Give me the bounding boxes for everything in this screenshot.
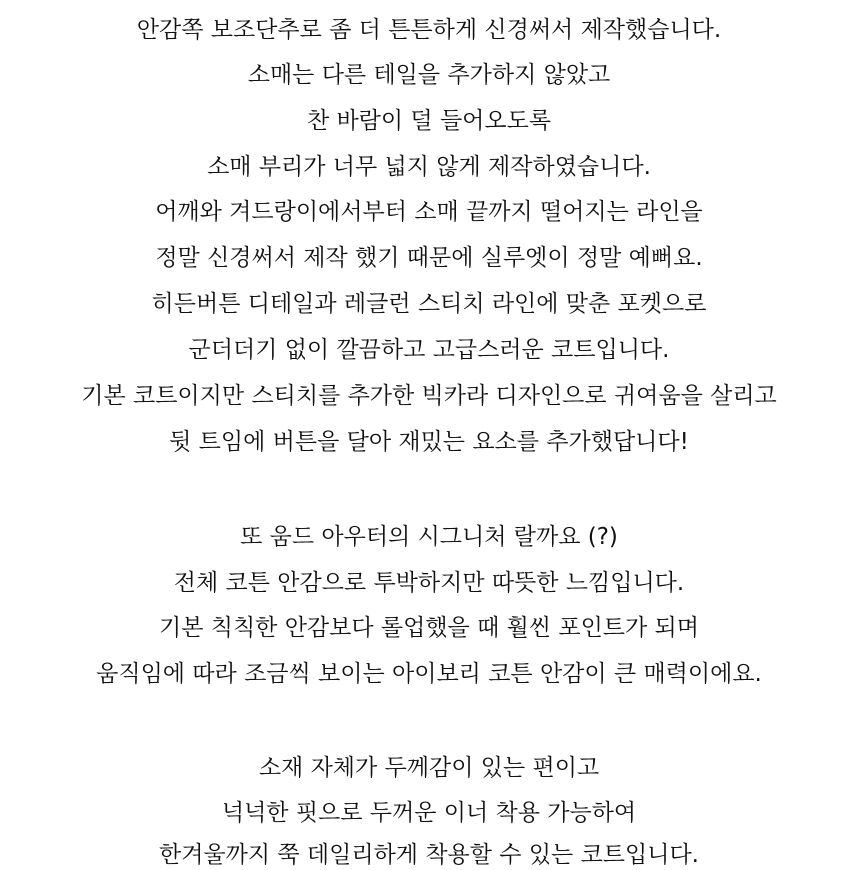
description-line: 전체 코튼 안감으로 투박하지만 따뜻한 느낌입니다. [173, 570, 685, 596]
description-line: 어깨와 겨드랑이에서부터 소매 끝까지 떨어지는 라인을 [155, 199, 703, 225]
description-line: 히든버튼 디테일과 레글런 스티치 라인에 맞춘 포켓으로 [151, 291, 707, 317]
description-line: 소재 자체가 두께감이 있는 편이고 [258, 755, 600, 781]
description-line: 넉넉한 핏으로 두꺼운 이너 착용 가능하여 [221, 800, 637, 826]
description-line: 소매는 다른 테일을 추가하지 않았고 [247, 62, 611, 88]
description-line: 소매 부리가 너무 넓지 않게 제작하였습니다. [207, 154, 651, 180]
description-line: 기본 칙칙한 안감보다 롤업했을 때 훨씬 포인트가 되며 [159, 615, 699, 641]
description-line: 움직임에 따라 조금씩 보이는 아이보리 코튼 안감이 큰 매력이에요. [96, 661, 762, 687]
description-line: 기본 코트이지만 스티치를 추가한 빅카라 디자인으로 귀여움을 살리고 [81, 383, 777, 409]
description-line: 또 움드 아우터의 시그니처 랄까요 (?) [240, 524, 618, 550]
description-line: 안감쪽 보조단추로 좀 더 튼튼하게 신경써서 제작했습니다. [136, 17, 722, 43]
description-line: 뒷 트임에 버튼을 달아 재밌는 요소를 추가했답니다! [169, 429, 689, 455]
description-line: 찬 바람이 덜 들어오도록 [306, 108, 552, 134]
description-line: 정말 신경써서 제작 했기 때문에 실루엣이 정말 예뻐요. [155, 245, 703, 271]
description-line: 군더더기 없이 깔끔하고 고급스러운 코트입니다. [188, 337, 670, 363]
description-line: 한겨울까지 쭉 데일리하게 착용할 수 있는 코트입니다. [159, 842, 699, 868]
